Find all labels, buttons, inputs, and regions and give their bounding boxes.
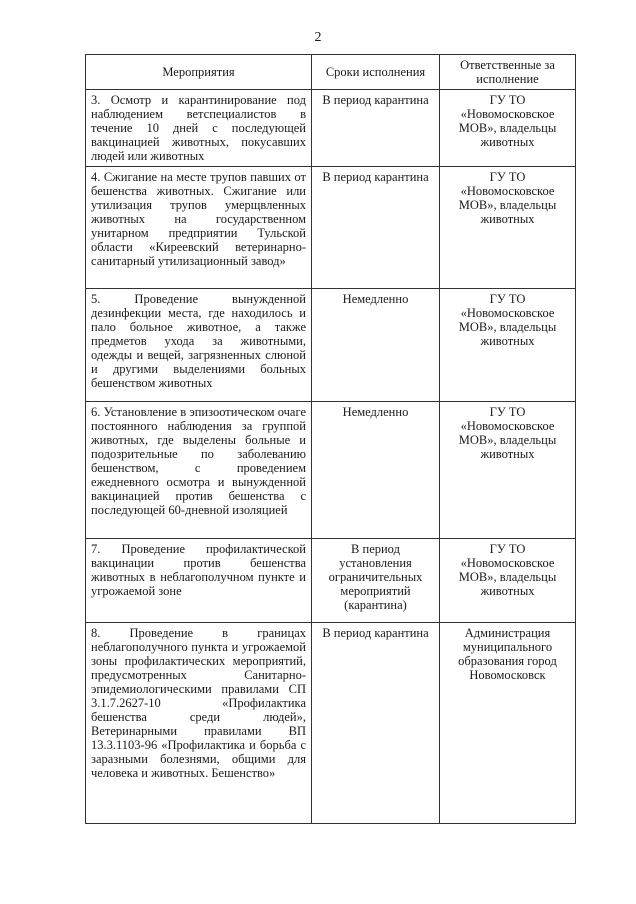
deadline-cell: В период карантина (312, 167, 440, 289)
header-measures: Мероприятия (86, 55, 312, 90)
responsible-cell: ГУ ТО «Новомосковское МОВ», владельцы животных (440, 539, 576, 623)
responsible-cell: ГУ ТО «Новомосковское МОВ», владельцы животных (440, 167, 576, 289)
measures-table (85, 54, 576, 824)
responsible-cell: ГУ ТО «Новомосковское МОВ», владельцы животных (440, 289, 576, 402)
deadline-cell: Немедленно (312, 289, 440, 402)
header-deadlines: Сроки исполнения (312, 55, 440, 90)
table-row (86, 90, 576, 167)
deadline-cell: В период установления ограничительных мероприятий (карантина) (312, 539, 440, 623)
measure-cell: 6. Установление в эпизоотическом очаге постоянного наблюдения за группой животных, где выделены больные и подозрительные по заболеванию бешенством, с проведением ежедневного осмотра и вынужденной вакцинацией против бешенства с последующей 60-дневной изоляцией (86, 402, 312, 539)
deadline-cell: В период карантина (312, 623, 440, 824)
header-responsible: Ответственные за исполнение (440, 55, 576, 90)
deadline-cell: Немедленно (312, 402, 440, 539)
responsible-cell: ГУ ТО «Новомосковское МОВ», владельцы животных (440, 402, 576, 539)
responsible-cell: ГУ ТО «Новомосковское МОВ», владельцы животных (440, 90, 576, 167)
page-number: 2 (314, 30, 322, 45)
measure-cell: 3. Осмотр и карантинирование под наблюдением ветспециалистов в течение 10 дней с последующей вакцинацией животных, покусавших людей или животных (86, 90, 312, 167)
measure-cell: 4. Сжигание на месте трупов павших от бешенства животных. Сжигание или утилизация трупов умерщвленных животных на государственном унитарном предприятии Тульской области «Киреевский ветеринарно-санитарный утилизационный завод» (86, 167, 312, 289)
table-row (86, 167, 576, 289)
table-row (86, 289, 576, 402)
deadline-cell: В период карантина (312, 90, 440, 167)
measure-cell: 5. Проведение вынужденной дезинфекции места, где находилось и пало больное животное, а также предметов ухода за животными, одежды и вещей, загрязненных слюной и другими выделениями больных бешенством животных (86, 289, 312, 402)
table-row (86, 623, 576, 824)
responsible-cell: Администрация муниципального образования город Новомосковск (440, 623, 576, 824)
measure-cell: 7. Проведение профилактической вакцинации против бешенства животных в неблагополучном пункте и угрожаемой зоне (86, 539, 312, 623)
table-row (86, 402, 576, 539)
table-header-row (86, 55, 576, 90)
measure-cell: 8. Проведение в границах неблагополучного пункта и угрожаемой зоны профилактических мероприятий, предусмотренных Санитарно-эпидемиологическими правилами СП 3.1.7.2627-10 «Профилактика бешенства среди людей», Ветеринарными правилами ВП 13.3.1103-96 «Профилактика и борьба с заразными болезнями, общими для человека и животных. Бешенство» (86, 623, 312, 824)
table-row (86, 539, 576, 623)
